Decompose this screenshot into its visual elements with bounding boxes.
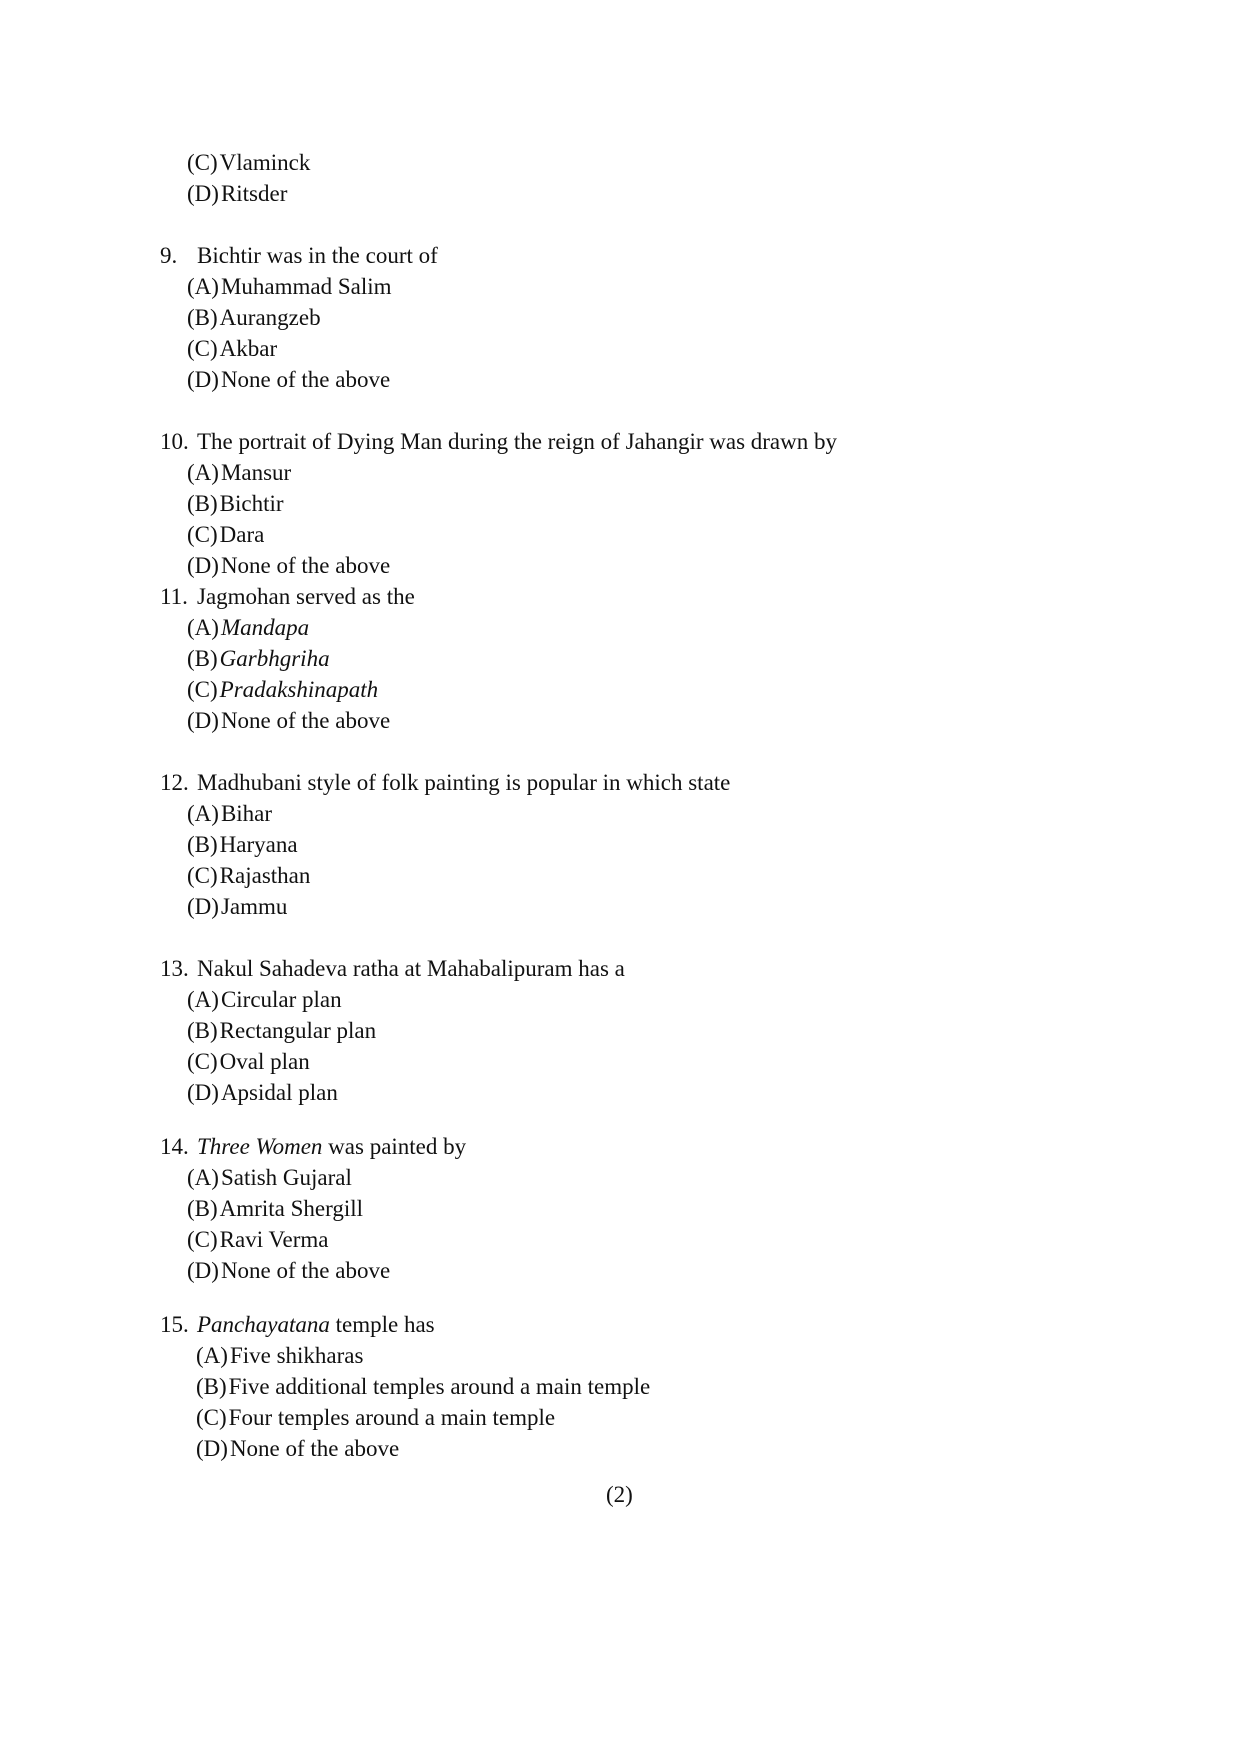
option-label: (B) <box>187 646 218 671</box>
question-text: Bichtir was in the court of <box>197 243 438 268</box>
q15-stem <box>160 1311 435 1339</box>
question-title-italic: Three Women <box>197 1134 323 1159</box>
option-text: Bichtir <box>219 491 284 516</box>
q14-option-c <box>187 1226 328 1254</box>
option-label: (D) <box>187 553 219 578</box>
question-number: 15. <box>160 1312 189 1337</box>
q14-option-b <box>187 1195 363 1223</box>
option-text: Garbhgriha <box>219 646 330 671</box>
option-text: Rectangular plan <box>219 1018 377 1043</box>
option-label: (D) <box>187 181 219 206</box>
q12-option-a <box>187 800 272 828</box>
q15-option-b <box>196 1373 650 1401</box>
question-number: 14. <box>160 1134 189 1159</box>
option-text: Ravi Verma <box>219 1227 329 1252</box>
question-text: was painted by <box>322 1134 467 1159</box>
question-text: temple has <box>329 1312 435 1337</box>
option-label: (C) <box>187 863 218 888</box>
option-label: (B) <box>187 305 218 330</box>
option-label: (B) <box>187 1196 218 1221</box>
option-label: (C) <box>187 1227 218 1252</box>
option-text: None of the above <box>229 1436 400 1461</box>
option-label: (C) <box>187 336 218 361</box>
question-title-italic: Panchayatana <box>197 1312 330 1337</box>
q11-stem <box>160 583 415 611</box>
option-label: (C) <box>187 677 218 702</box>
question-number: 10. <box>160 429 189 454</box>
q15-option-d <box>196 1435 399 1463</box>
option-label: (B) <box>187 832 218 857</box>
q9-option-c <box>187 335 277 363</box>
option-label: (A) <box>187 801 219 826</box>
q14-option-d <box>187 1257 390 1285</box>
option-label: (C) <box>196 1405 227 1430</box>
option-label: (D) <box>187 1258 219 1283</box>
option-label: (A) <box>187 987 219 1012</box>
option-text: Mandapa <box>220 615 310 640</box>
option-label: (D) <box>196 1436 228 1461</box>
q9-option-b <box>187 304 321 332</box>
option-label: (A) <box>187 274 219 299</box>
q9-option-d <box>187 366 390 394</box>
option-text: Circular plan <box>220 987 342 1012</box>
option-label: (A) <box>187 460 219 485</box>
q13-option-a <box>187 986 342 1014</box>
q8-option-d <box>187 180 287 208</box>
q9-option-a <box>187 273 392 301</box>
q14-option-a <box>187 1164 352 1192</box>
option-label: (B) <box>187 1018 218 1043</box>
option-text: Bihar <box>220 801 273 826</box>
question-text: The portrait of Dying Man during the reign of Jahangir was drawn by <box>197 429 838 454</box>
q12-option-c <box>187 862 310 890</box>
q10-option-a <box>187 459 291 487</box>
option-text: Satish Gujaral <box>220 1165 352 1190</box>
option-text: Haryana <box>219 832 298 857</box>
q10-option-d <box>187 552 390 580</box>
option-text: Apsidal plan <box>220 1080 338 1105</box>
q10-option-c <box>187 521 264 549</box>
option-text: Pradakshinapath <box>219 677 379 702</box>
option-text: Akbar <box>219 336 278 361</box>
option-label: (B) <box>187 491 218 516</box>
option-text: Aurangzeb <box>219 305 321 330</box>
question-number: 9. <box>160 243 178 268</box>
question-text: Nakul Sahadeva ratha at Mahabalipuram has a <box>197 956 625 981</box>
option-text: Muhammad Salim <box>220 274 392 299</box>
option-label: (A) <box>196 1343 228 1368</box>
option-text: Five shikharas <box>229 1343 364 1368</box>
q11-option-a <box>187 614 309 642</box>
option-label: (A) <box>187 1165 219 1190</box>
question-number: 12. <box>160 770 189 795</box>
option-label: (D) <box>187 894 219 919</box>
q9-stem <box>160 242 438 270</box>
option-text: Vlaminck <box>219 150 311 175</box>
question-number: 11. <box>160 584 188 609</box>
q15-option-a <box>196 1342 363 1370</box>
q10-stem <box>160 428 837 456</box>
option-text: Oval plan <box>219 1049 310 1074</box>
option-text: Four temples around a main temple <box>228 1405 556 1430</box>
q14-stem <box>160 1133 466 1161</box>
q13-option-c <box>187 1048 310 1076</box>
q13-option-b <box>187 1017 376 1045</box>
option-text: None of the above <box>220 553 391 578</box>
option-label: (B) <box>196 1374 227 1399</box>
option-text: None of the above <box>220 1258 391 1283</box>
option-text: Jammu <box>220 894 288 919</box>
option-text: None of the above <box>220 367 391 392</box>
option-text: Dara <box>219 522 265 547</box>
option-label: (A) <box>187 615 219 640</box>
q11-option-d <box>187 707 390 735</box>
option-text: None of the above <box>220 708 391 733</box>
q12-stem <box>160 769 730 797</box>
option-label: (C) <box>187 150 218 175</box>
option-label: (D) <box>187 708 219 733</box>
q11-option-b <box>187 645 330 673</box>
q10-option-b <box>187 490 284 518</box>
q11-option-c <box>187 676 378 704</box>
option-label: (C) <box>187 1049 218 1074</box>
q13-stem <box>160 955 625 983</box>
option-text: Amrita Shergill <box>219 1196 363 1221</box>
q13-option-d <box>187 1079 338 1107</box>
question-text: Madhubani style of folk painting is popular in which state <box>197 770 731 795</box>
option-label: (D) <box>187 1080 219 1105</box>
option-text: Mansur <box>220 460 292 485</box>
page-number: (2) <box>606 1482 633 1507</box>
q15-option-c <box>196 1404 555 1432</box>
option-text: Ritsder <box>220 181 288 206</box>
option-label: (C) <box>187 522 218 547</box>
q12-option-b <box>187 831 298 859</box>
option-text: Five additional temples around a main temple <box>228 1374 651 1399</box>
option-text: Rajasthan <box>219 863 311 888</box>
question-number: 13. <box>160 956 189 981</box>
question-text: Jagmohan served as the <box>197 584 415 609</box>
option-label: (D) <box>187 367 219 392</box>
q12-option-d <box>187 893 287 921</box>
q8-option-c <box>187 149 310 177</box>
